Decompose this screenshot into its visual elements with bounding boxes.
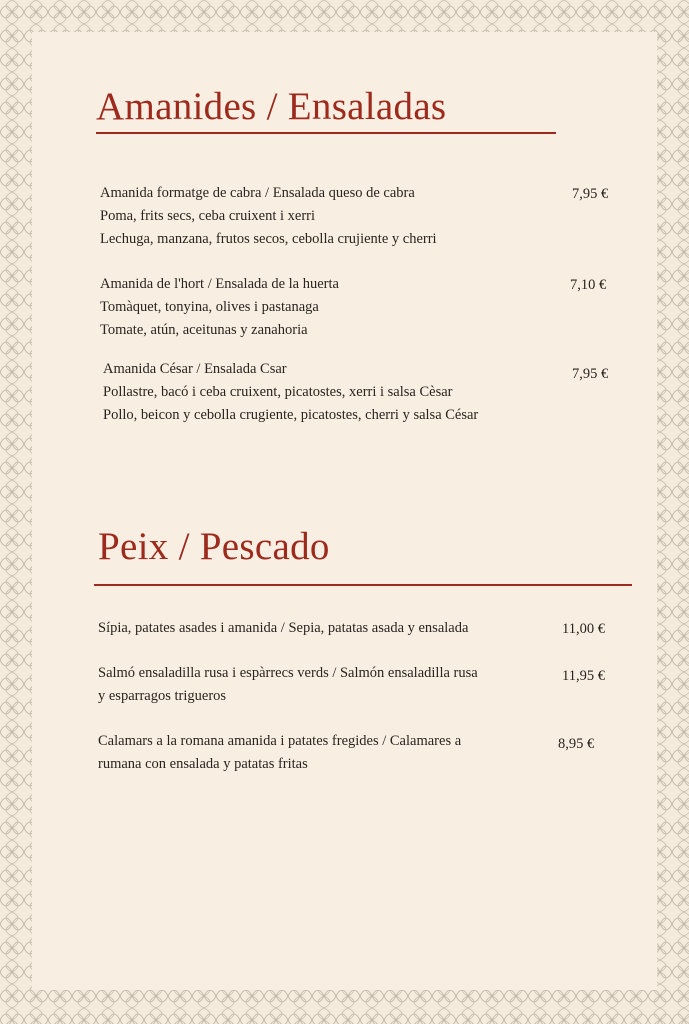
section-title-pescado: Peix / Pescado (98, 525, 330, 568)
item-name: Amanida César / Ensalada Csar (103, 361, 287, 377)
menu-item (103, 358, 478, 427)
item-price: 11,00 € (562, 621, 605, 637)
menu-item (98, 730, 461, 776)
item-description-ca: Pollastre, bacó i ceba cruixent, picatostes, xerri i salsa Cèsar (103, 384, 453, 400)
item-price: 7,95 € (572, 186, 609, 202)
item-name: Sípia, patates asades i amanida / Sepia, patatas asada y ensalada (98, 620, 469, 636)
item-price: 7,10 € (570, 277, 607, 293)
item-description-es: Tomate, atún, aceitunas y zanahoria (100, 322, 308, 338)
item-name-continued: y esparragos trigueros (98, 688, 227, 704)
item-name: Salmó ensaladilla rusa i espàrrecs verds / Salmón ensaladilla rusa (98, 665, 478, 681)
item-description-ca: Poma, frits secs, ceba cruixent i xerri (100, 208, 316, 224)
item-price: 8,95 € (558, 736, 595, 752)
menu-item (98, 662, 478, 708)
item-name-continued: rumana con ensalada y patatas fritas (98, 756, 308, 772)
item-description-ca: Tomàquet, tonyina, olives i pastanaga (100, 299, 319, 315)
section-divider-ensaladas (96, 132, 556, 134)
menu-content-panel (32, 32, 657, 990)
menu-item (98, 617, 468, 640)
item-name: Calamars a la romana amanida i patates fregides / Calamares a (98, 733, 462, 749)
menu-item (100, 182, 437, 251)
section-title-ensaladas: Amanides / Ensaladas (96, 85, 447, 128)
menu-item (100, 273, 339, 342)
item-name: Amanida de l'hort / Ensalada de la huerta (100, 276, 339, 292)
item-price: 11,95 € (562, 668, 605, 684)
item-description-es: Lechuga, manzana, frutos secos, cebolla crujiente y cherri (100, 231, 437, 247)
section-divider-pescado (94, 584, 632, 586)
item-description-es: Pollo, beicon y cebolla crugiente, picatostes, cherri y salsa César (103, 407, 479, 423)
item-name: Amanida formatge de cabra / Ensalada queso de cabra (100, 185, 415, 201)
item-price: 7,95 € (572, 366, 609, 382)
